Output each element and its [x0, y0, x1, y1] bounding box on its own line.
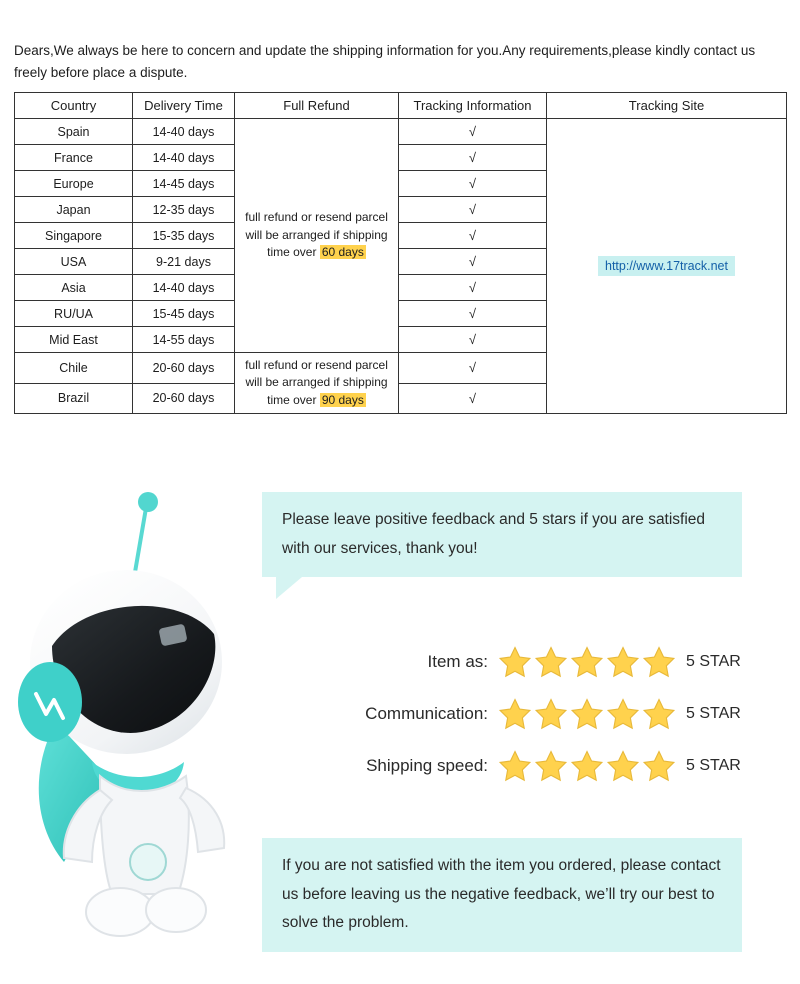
- cell-delivery: 14-40 days: [133, 119, 235, 145]
- cell-country: USA: [15, 249, 133, 275]
- rating-stars-item-as: [498, 645, 678, 679]
- cell-tracking: √: [399, 197, 547, 223]
- rating-label-item-as: Item as:: [427, 652, 488, 671]
- cell-delivery: 15-35 days: [133, 223, 235, 249]
- star-icon: [642, 697, 676, 731]
- rating-row-communication: [330, 688, 780, 740]
- cell-tracking: √: [399, 145, 547, 171]
- star-icon: [570, 749, 604, 783]
- robot-mascot-illustration: [8, 470, 278, 950]
- header-tracking: Tracking Information: [399, 93, 547, 119]
- cell-delivery: 15-45 days: [133, 301, 235, 327]
- left-leg: [86, 888, 154, 936]
- header-delivery: Delivery Time: [133, 93, 235, 119]
- cell-delivery: 14-55 days: [133, 327, 235, 353]
- cell-delivery: 14-40 days: [133, 145, 235, 171]
- rating-label-communication: Communication:: [365, 704, 488, 723]
- cell-country: Asia: [15, 275, 133, 301]
- ratings-block: [330, 636, 780, 792]
- cell-tracking-site: [547, 119, 787, 414]
- cell-refund-group-1: [235, 119, 399, 353]
- cell-tracking: √: [399, 301, 547, 327]
- cell-country: Singapore: [15, 223, 133, 249]
- star-icon: [534, 697, 568, 731]
- rating-label-shipping-speed: Shipping speed:: [366, 756, 488, 775]
- star-icon: [570, 697, 604, 731]
- rating-value-shipping-speed: 5 STAR: [686, 757, 741, 774]
- star-icon: [534, 645, 568, 679]
- header-refund: Full Refund: [235, 93, 399, 119]
- shipping-notice-text: Dears,We always be here to concern and update the shipping information for you.Any requirements,please kindly contact us freely before place a dispute.: [14, 43, 756, 81]
- shipping-table: [14, 92, 787, 414]
- cell-tracking: √: [399, 327, 547, 353]
- star-icon: [606, 749, 640, 783]
- refund-highlight-1: 60 days: [321, 245, 364, 260]
- rating-stars-shipping-speed: [498, 749, 678, 783]
- rating-row-shipping-speed: [330, 740, 780, 792]
- cell-tracking: √: [399, 275, 547, 301]
- rating-value-communication: 5 STAR: [686, 705, 741, 722]
- cell-country: Brazil: [15, 383, 133, 414]
- cell-country: France: [15, 145, 133, 171]
- header-country: Country: [15, 93, 133, 119]
- table-row: [15, 119, 787, 145]
- star-icon: [570, 645, 604, 679]
- right-leg: [146, 888, 206, 932]
- cell-refund-group-2: [235, 353, 399, 414]
- table-header-row: [15, 93, 787, 119]
- refund-highlight-2: 90 days: [321, 392, 364, 407]
- cell-delivery: 9-21 days: [133, 249, 235, 275]
- cell-country: Europe: [15, 171, 133, 197]
- cell-tracking: √: [399, 223, 547, 249]
- feedback-request-bubble: Please leave positive feedback and 5 stars if you are satisfied with our services, thank you!: [262, 492, 742, 577]
- star-icon: [498, 749, 532, 783]
- cell-country: Chile: [15, 353, 133, 384]
- star-icon: [606, 697, 640, 731]
- ear-piece: [18, 662, 82, 742]
- cell-country: Spain: [15, 119, 133, 145]
- rating-stars-communication: [498, 697, 678, 731]
- cell-tracking: √: [399, 249, 547, 275]
- cell-delivery: 20-60 days: [133, 353, 235, 384]
- star-icon: [534, 749, 568, 783]
- star-icon: [498, 697, 532, 731]
- cell-tracking: √: [399, 383, 547, 414]
- antenna-stem: [134, 508, 146, 578]
- rating-row-item-as: [330, 636, 780, 688]
- refund-text-2: full refund or resend parcel will be arranged if shipping time over: [245, 358, 388, 407]
- cell-delivery: 14-45 days: [133, 171, 235, 197]
- cell-tracking: √: [399, 171, 547, 197]
- star-icon: [498, 645, 532, 679]
- cell-tracking: √: [399, 119, 547, 145]
- header-site: Tracking Site: [547, 93, 787, 119]
- cell-delivery: 12-35 days: [133, 197, 235, 223]
- star-icon: [642, 645, 676, 679]
- rating-value-item-as: 5 STAR: [686, 653, 741, 670]
- star-icon: [642, 749, 676, 783]
- chest-emblem: [130, 844, 166, 880]
- tracking-site-link[interactable]: http://www.17track.net: [598, 256, 735, 276]
- refund-text-1: full refund or resend parcel will be arranged if shipping time over: [245, 210, 388, 260]
- cell-country: Mid East: [15, 327, 133, 353]
- cell-tracking: √: [399, 353, 547, 384]
- cell-country: RU/UA: [15, 301, 133, 327]
- star-icon: [606, 645, 640, 679]
- cell-delivery: 20-60 days: [133, 383, 235, 414]
- negative-feedback-bubble: If you are not satisfied with the item you ordered, please contact us before leaving us the negative feedback, we’ll try our best to solve the problem.: [262, 838, 742, 952]
- cell-delivery: 14-40 days: [133, 275, 235, 301]
- antenna-ball: [138, 492, 158, 512]
- cell-country: Japan: [15, 197, 133, 223]
